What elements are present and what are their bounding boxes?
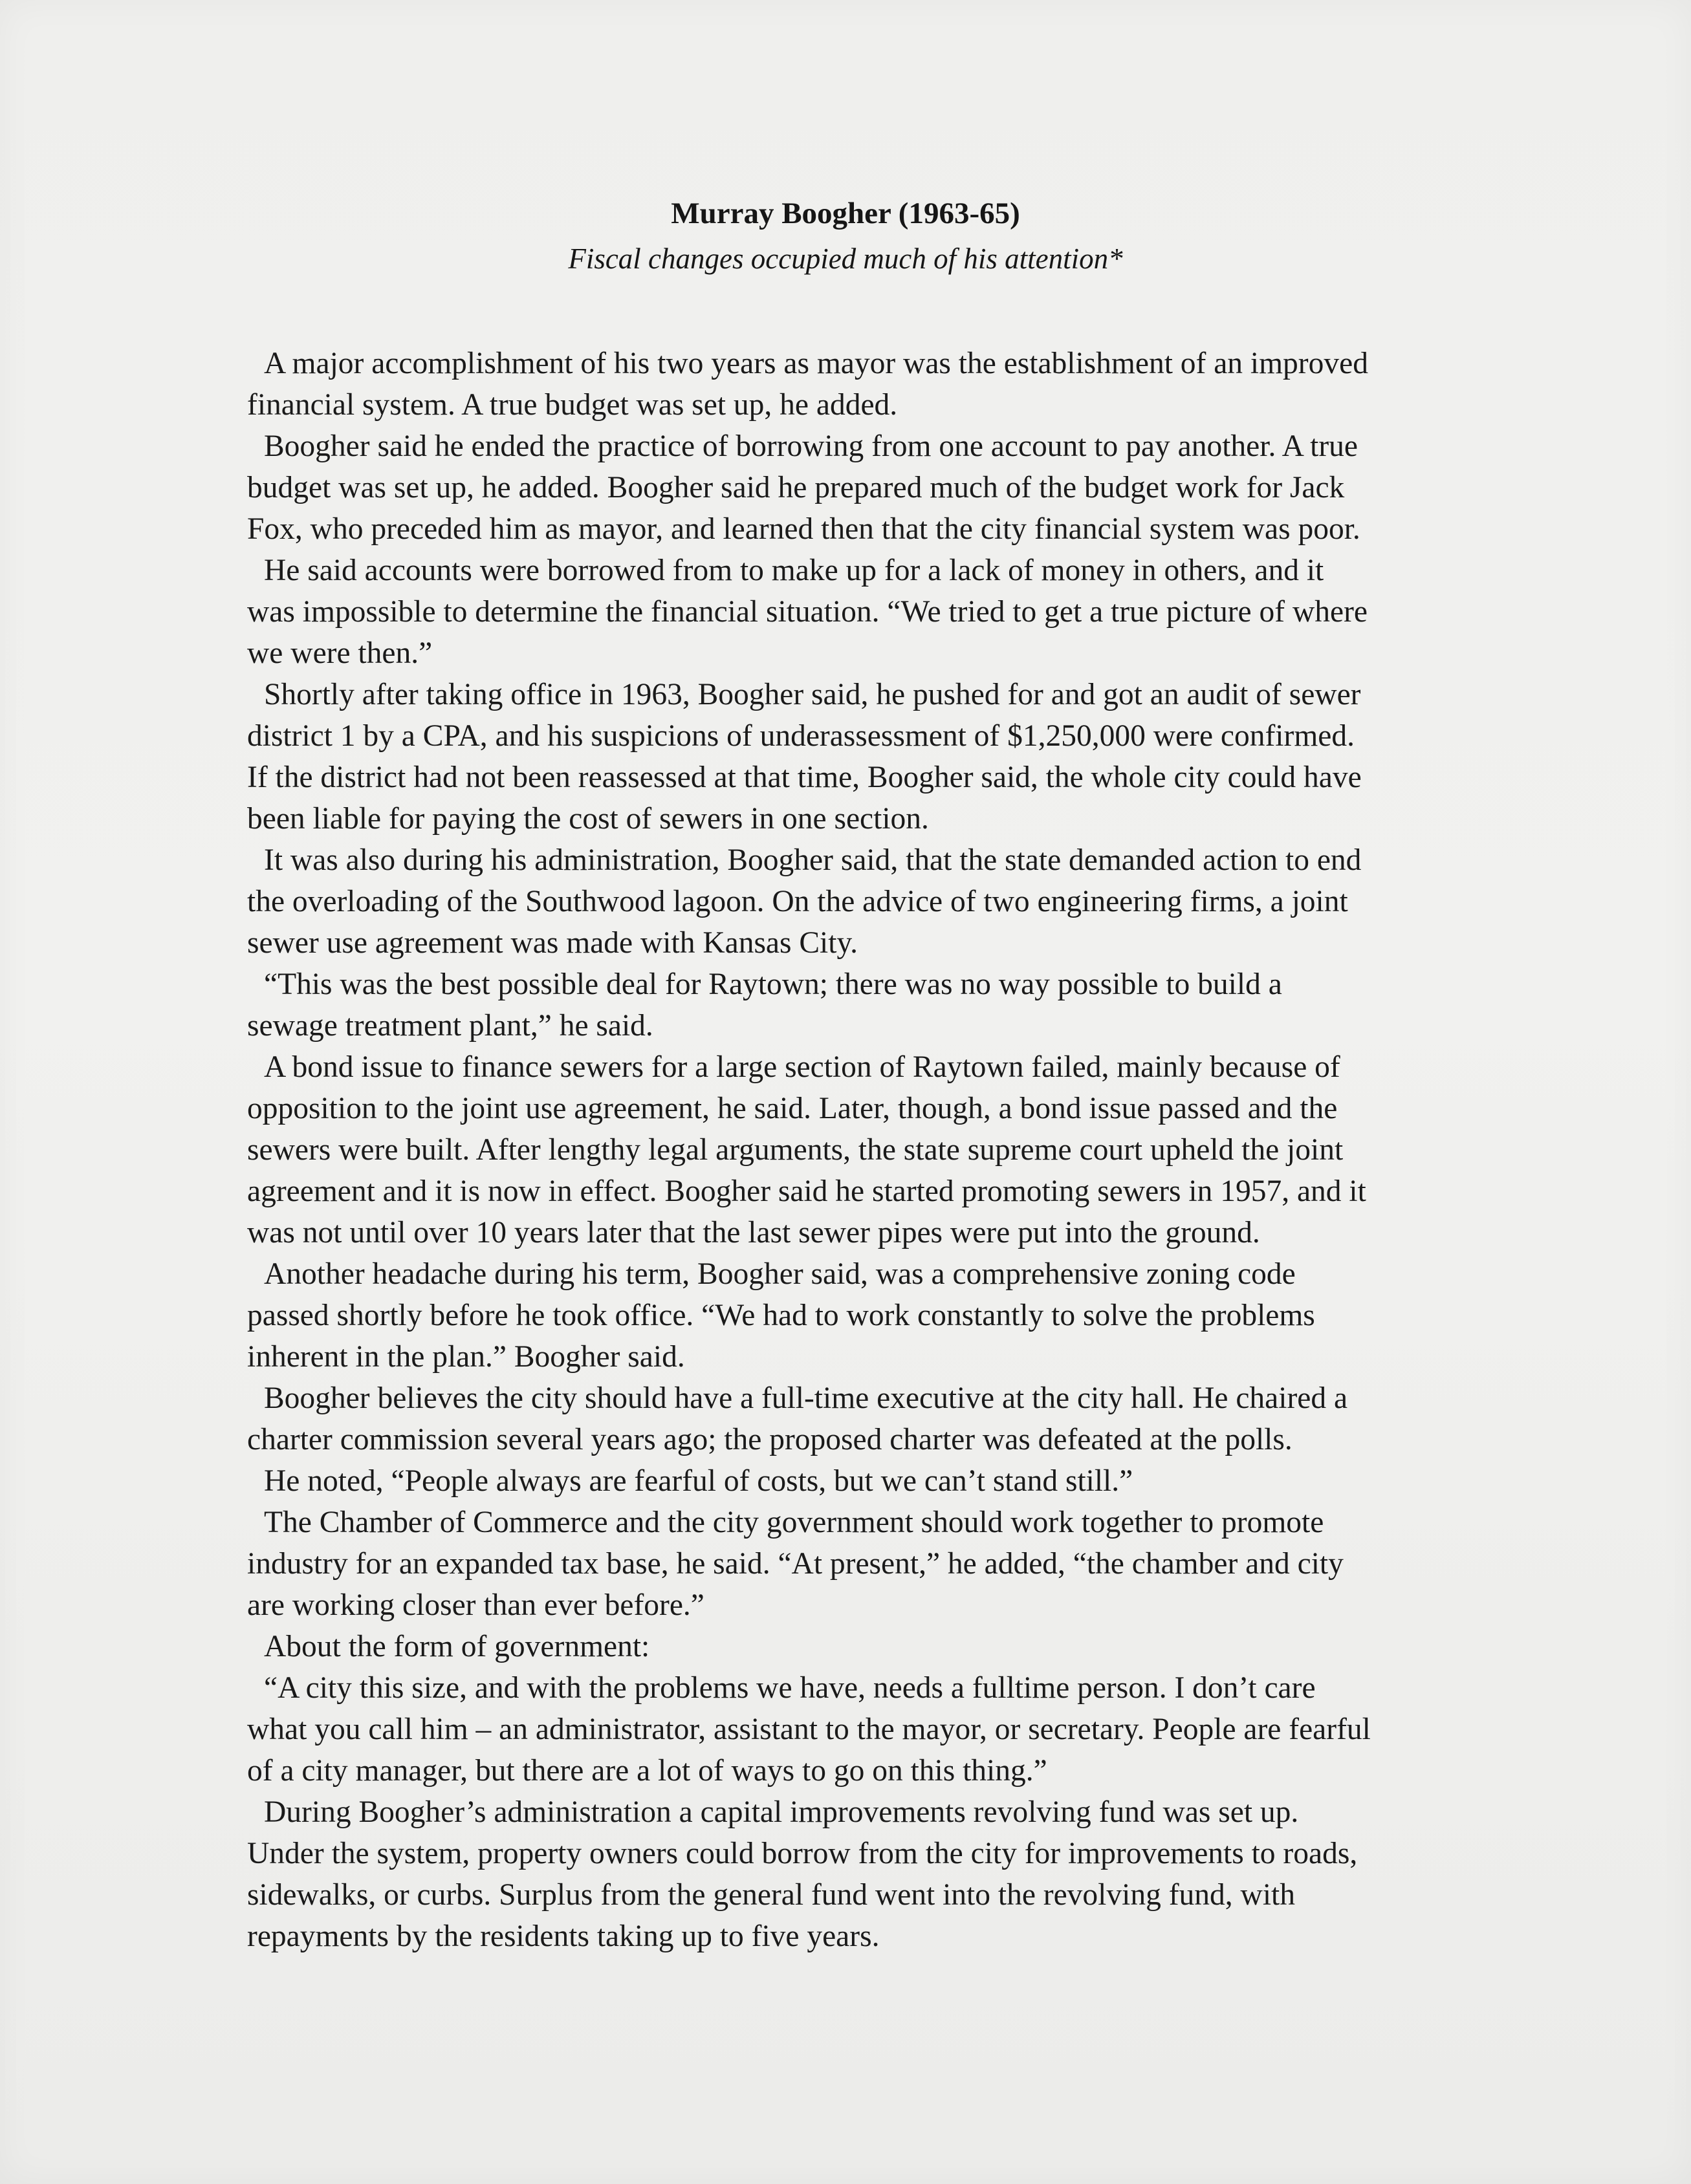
text-line: It was also during his administration, Boogher said, that the state demanded action to end [264,843,1362,877]
text-line: budget was set up, he added. Boogher said he prepared much of the budget work for Jack [247,471,1345,504]
text-line: About the form of government: [264,1630,650,1663]
text-line: The Chamber of Commerce and the city government should work together to promote [264,1506,1324,1539]
text-line: Under the system, property owners could borrow from the city for improvements to roads, [247,1837,1358,1870]
text-line: was impossible to determine the financial situation. “We tried to get a true picture of where [247,595,1368,629]
text-line: If the district had not been reassessed at that time, Boogher said, the whole city could have [247,761,1362,794]
text-line: of a city manager, but there are a lot of ways to go on this thing.” [247,1754,1047,1788]
text-line: He noted, “People always are fearful of costs, but we can’t stand still.” [264,1464,1133,1498]
text-line: “A city this size, and with the problems we have, needs a fulltime person. I don’t care [264,1671,1316,1705]
text-line: A bond issue to finance sewers for a large section of Raytown failed, mainly because of [264,1050,1340,1084]
text-line: sewers were built. After lengthy legal arguments, the state supreme court upheld the joint [247,1133,1344,1167]
text-line: During Boogher’s administration a capital improvements revolving fund was set up. [264,1795,1299,1829]
document-title: Murray Boogher (1963-65) [671,197,1020,230]
text-line: agreement and it is now in effect. Boogher said he started promoting sewers in 1957, and it [247,1174,1366,1208]
text-line: passed shortly before he took office. “We had to work constantly to solve the problems [247,1299,1315,1332]
text-line: district 1 by a CPA, and his suspicions of underassessment of $1,250,000 were confirmed. [247,719,1355,753]
text-line: financial system. A true budget was set up, he added. [247,388,898,422]
text-line: inherent in the plan.” Boogher said. [247,1340,685,1374]
text-line: He said accounts were borrowed from to make up for a lack of money in others, and it [264,554,1324,587]
text-line: repayments by the residents taking up to five years. [247,1919,880,1953]
text-line: Boogher said he ended the practice of borrowing from one account to pay another. A true [264,429,1358,463]
text-line: Boogher believes the city should have a full-time executive at the city hall. He chaired a [264,1381,1348,1415]
text-line: sewer use agreement was made with Kansas City. [247,926,858,960]
text-line: are working closer than ever before.” [247,1588,704,1622]
text-line: charter commission several years ago; the proposed charter was defeated at the polls. [247,1423,1293,1456]
text-line: the overloading of the Southwood lagoon. On the advice of two engineering firms, a joint [247,885,1348,918]
text-line: was not until over 10 years later that the last sewer pipes were put into the ground. [247,1216,1260,1249]
text-line: A major accomplishment of his two years as mayor was the establishment of an improved [264,347,1368,380]
text-line: sewage treatment plant,” he said. [247,1009,653,1043]
text-line: “This was the best possible deal for Raytown; there was no way possible to build a [264,968,1282,1001]
text-line: Another headache during his term, Boogher said, was a comprehensive zoning code [264,1257,1296,1291]
text-line: sidewalks, or curbs. Surplus from the general fund went into the revolving fund, with [247,1878,1295,1912]
document-body [247,343,1457,1957]
text-line: Shortly after taking office in 1963, Boogher said, he pushed for and got an audit of sewer [264,678,1361,711]
text-line: we were then.” [247,636,433,670]
document-subtitle: Fiscal changes occupied much of his attention* [568,243,1123,275]
text-line: what you call him – an administrator, assistant to the mayor, or secretary. People are fearful [247,1713,1371,1746]
text-line: been liable for paying the cost of sewers in one section. [247,802,929,836]
text-line: industry for an expanded tax base, he said. “At present,” he added, “the chamber and city [247,1547,1344,1581]
text-line: Fox, who preceded him as mayor, and learned then that the city financial system was poor. [247,512,1360,546]
document-header [0,191,1691,281]
text-line: opposition to the joint use agreement, he said. Later, though, a bond issue passed and the [247,1092,1338,1125]
